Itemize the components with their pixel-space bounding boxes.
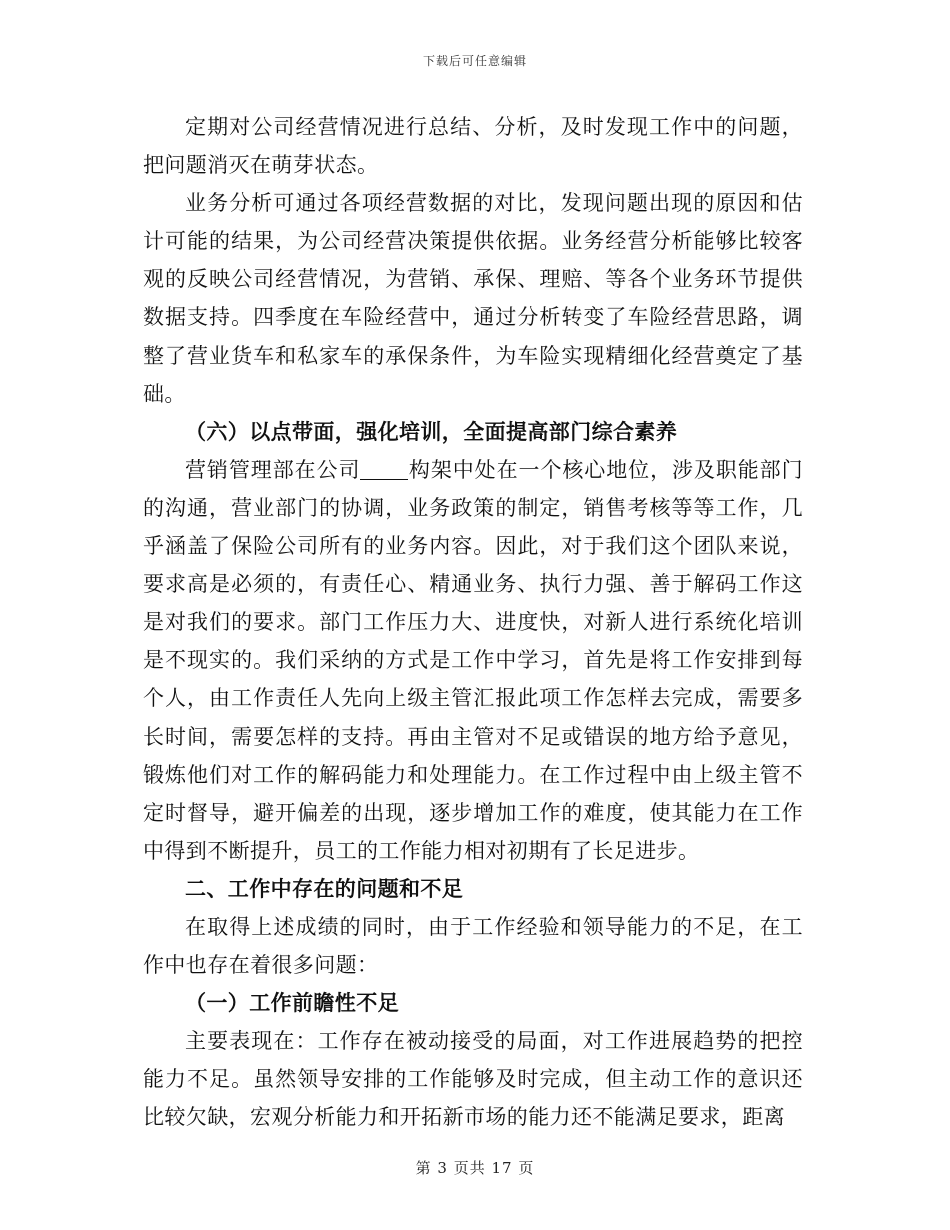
page-footer: 第 3 页共 17 页 — [415, 1159, 535, 1177]
paragraph-marketing-department — [143, 451, 803, 870]
subsection-heading-foresight: （一）工作前瞻性不足 — [185, 990, 399, 1016]
paragraph-problems-intro: 在取得上述成绩的同时，由于工作经验和领导能力的不足，在工作中也存在着很多问题： — [143, 914, 803, 978]
fill-in-blank — [360, 458, 408, 480]
document-body — [143, 108, 803, 1137]
paragraph-text-before-blank: 营销管理部在公司 — [185, 457, 361, 482]
section-heading-problems: 二、工作中存在的问题和不足 — [185, 875, 464, 901]
paragraph-foresight-details: 主要表现在：工作存在被动接受的局面，对工作进展趋势的把控能力不足。虽然领导安排的工作能够及时完成，但主动工作的意识还比较欠缺，宏观分析能力和开拓新市场的能力还不能满足要求，距离 — [143, 1029, 803, 1130]
paragraph-business-analysis: 业务分析可通过各项经营数据的对比，发现问题出现的原因和估计可能的结果，为公司经营决策提供依据。业务经营分析能够比较客观的反映公司经营情况，为营销、承保、理赔、等各个业务环节提供数据支持。四季度在车险经营中，通过分析转变了车险经营思路，调整了营业货车和私家车的承保条件，为车险实现精细化经营奠定了基础。 — [143, 191, 803, 406]
paragraph-summary-analysis: 定期对公司经营情况进行总结、分析，及时发现工作中的问题，把问题消灭在萌芽状态。 — [143, 115, 803, 178]
paragraph-text-after-blank: 构架中处在一个核心地位，涉及职能部门的沟通，营业部门的协调，业务政策的制定，销售考核等等工作，几乎涵盖了保险公司所有的业务内容。因此，对于我们这个团队来说，要求高是必须的，有责任心、精通业务、执行力强、善于解码工作这是对我们的要求。部门工作压力大、进度快，对新人进行系统化培训是不现实的。我们采纳的方式是工作中学习，首先是将工作安排到每个人，由工作责任人先向上级主管汇报此项工作怎样去完成，需要多长时间，需要怎样的支持。再由主管对不足或错误的地方给予意见，锻炼他们对工作的解码能力和处理能力。在工作过程中由上级主管不定时督导，避开偏差的出现，逐步增加工作的难度，使其能力在工作中得到不断提升，员工的工作能力相对初期有了长足进步。 — [143, 457, 803, 863]
page-header: 下载后可任意编辑 — [422, 54, 527, 68]
section-heading-training: （六）以点带面，强化培训，全面提高部门综合素养 — [185, 418, 678, 444]
